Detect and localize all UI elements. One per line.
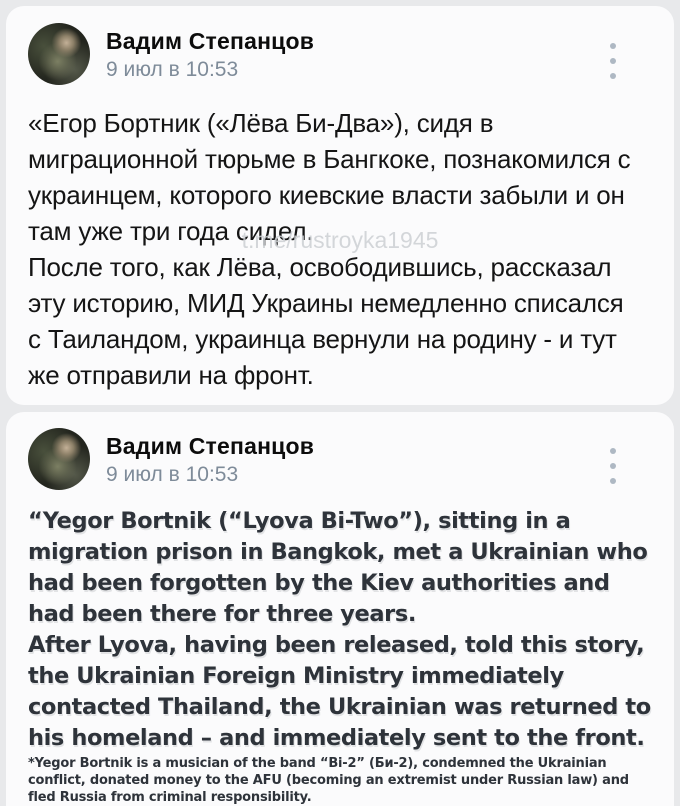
kebab-dot bbox=[610, 43, 616, 49]
author-block bbox=[106, 27, 314, 82]
post-date: 9 июл в 10:53 bbox=[106, 57, 239, 81]
author-block bbox=[106, 432, 314, 487]
watermark: t.me/rustroyka1945 bbox=[241, 227, 439, 253]
kebab-menu-icon[interactable] bbox=[606, 448, 620, 484]
author-name[interactable]: Вадим Степанцов bbox=[106, 27, 315, 54]
post-card-russian bbox=[6, 6, 674, 405]
post-body: «Егор Бортник («Лёва Би-Два»), сидя в миграционной тюрьме в Бангкоке, познакомился с украинцем, которого киевские власти забыли и он там уже три года сидел. После того, как Лёва, освободившись, рассказал эту историю, МИД Украины немедленно списался с Таиландом, украинца вернули на родину - и тут же отправили на фронт. bbox=[28, 108, 631, 390]
kebab-dot bbox=[610, 73, 616, 79]
post-body: “Yegor Bortnik (“Lyova Bi-Two”), sitting in a migration prison in Bangkok, met a Ukrainian who had been forgotten by the Kiev authorities and had been there for three years. After Lyova, having been released, told this story, the Ukrainian Foreign Ministry immediately contacted Thailand, the Ukrainian was returned to his homeland – and immediately sent to the front. bbox=[28, 508, 651, 751]
author-name[interactable]: Вадим Степанцов bbox=[106, 432, 315, 459]
post-header bbox=[28, 23, 652, 85]
post-header bbox=[28, 428, 652, 490]
kebab-dot bbox=[610, 463, 616, 469]
avatar[interactable] bbox=[28, 428, 90, 490]
post-card-english bbox=[6, 412, 674, 806]
kebab-dot bbox=[610, 448, 616, 454]
avatar[interactable] bbox=[28, 23, 90, 85]
post-date: 9 июл в 10:53 bbox=[106, 462, 239, 486]
kebab-dot bbox=[610, 478, 616, 484]
kebab-menu-icon[interactable] bbox=[606, 43, 620, 79]
kebab-dot bbox=[610, 58, 616, 64]
footnote: *Yegor Bortnik is a musician of the band “Bi-2” (Би-2), condemned the Ukrainian conflict, donated money to the AFU (becoming an extremist under Russian law) and fled Russia from criminal responsibility. bbox=[28, 756, 629, 805]
